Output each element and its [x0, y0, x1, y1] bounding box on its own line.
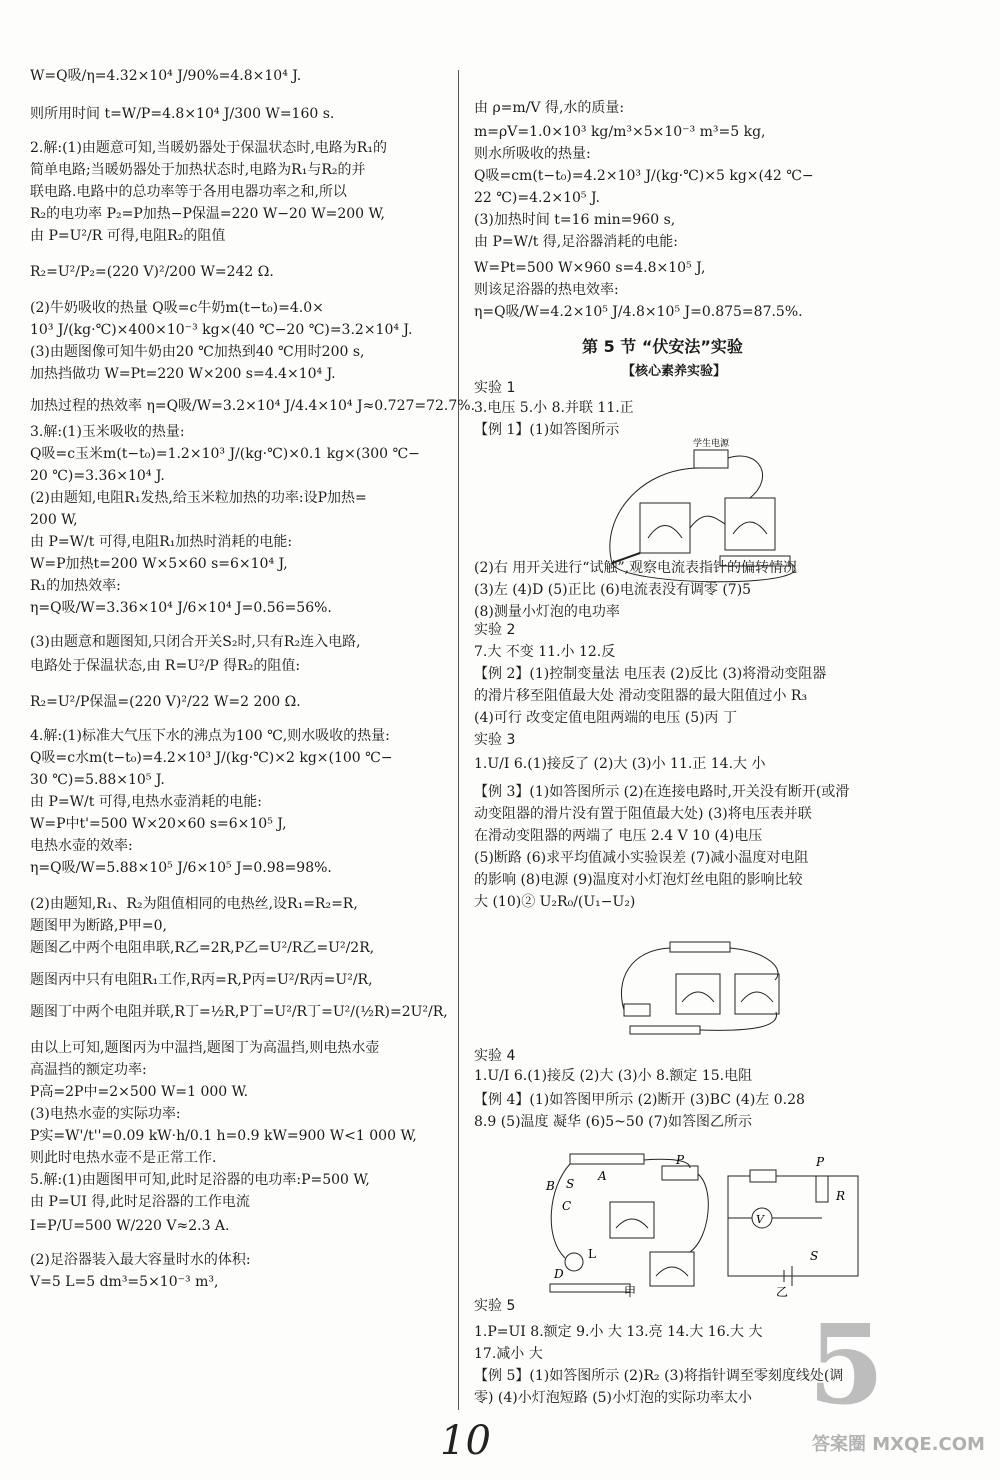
answer-line: 的影响 (8)电源 (9)温度对小灯泡灯丝电阻的影响比较 [474, 872, 803, 888]
label-r: R [836, 1189, 846, 1203]
right-line: 由 ρ=m/V 得,水的质量: [474, 100, 625, 116]
answer-line: (2)右 用开关进行“试触”,观察电流表指针的偏转情况 [474, 560, 798, 576]
right-line: 则水所吸收的热量: [474, 146, 591, 162]
label-l: L [588, 1247, 596, 1261]
caption-yi: 乙 [776, 1285, 789, 1298]
left-line: 联电路.电路中的总功率等于各用电器功率之和,所以 [30, 184, 347, 200]
answer-line: 动变阻器的滑片没有置于阻值最大处) (3)将电压表并联 [474, 806, 812, 822]
answer-line: 【例 2】(1)控制变量法 电压表 (2)反比 (3)将滑动变阻器 [474, 666, 827, 682]
answer-line: 1.U/I 6.(1)接反了 (2)大 (3)小 11.正 14.大 小 [474, 756, 766, 772]
right-line: 由 P=W/t 得,足浴器消耗的电能: [474, 234, 678, 250]
left-line: I=P/U=500 W/220 V≈2.3 A. [30, 1218, 230, 1234]
answer-line: (8)测量小灯泡的电功率 [474, 604, 620, 620]
experiment-heading: 实验 1 [474, 380, 516, 396]
left-line: V=5 L=5 dm³=5×10⁻³ m³, [30, 1274, 219, 1290]
right-line: 22 ℃)=4.2×10⁵ J. [474, 190, 600, 206]
left-line: 30 ℃)=5.88×10⁵ J. [30, 772, 165, 788]
label-a: A [598, 1169, 607, 1183]
left-line: (3)由题图像可知牛奶由20 ℃加热到40 ℃用时200 s, [30, 344, 365, 360]
experiment-heading: 实验 3 [474, 732, 516, 748]
answer-line: (3)左 (4)D (5)正比 (6)电流表没有调零 (7)5 [474, 582, 752, 598]
left-line: 4.解:(1)标准大气压下水的沸点为100 ℃,则水吸收的热量: [30, 728, 390, 744]
label-s2: S [810, 1249, 819, 1263]
label-p: P [676, 1153, 685, 1167]
left-line: 则此时电热水壶不是正常工作. [30, 1150, 217, 1166]
left-line: 电路处于保温状态,由 R=U²/P 得R₂的阻值: [30, 658, 301, 674]
answer-line: 17.减小 大 [474, 1346, 543, 1362]
left-line: P实=W'/t''=0.09 kW·h/0.1 h=0.9 kW=900 W<1 000 W, [30, 1128, 417, 1144]
left-line: R₁的加热效率: [30, 578, 121, 594]
left-line: 3.解:(1)玉米吸收的热量: [30, 424, 185, 440]
left-line: 加热挡做功 W=Pt=220 W×200 s=4.4×10⁴ J. [30, 366, 336, 382]
left-line: 高温挡的额定功率: [30, 1062, 147, 1078]
label-p2: P [816, 1155, 825, 1169]
left-line: (2)足浴器装入最大容量时水的体积: [30, 1252, 251, 1268]
experiment-heading: 实验 2 [474, 622, 516, 638]
answer-line: 7.大 不变 11.小 12.反 [474, 644, 616, 660]
corner-digit: 5 [808, 1300, 885, 1429]
experiment-heading: 实验 5 [474, 1298, 516, 1314]
left-line: 2.解:(1)由题意可知,当暖奶器处于保温状态时,电路为R₁的 [30, 140, 387, 156]
label-d: D [554, 1267, 564, 1281]
answer-line: 在滑动变阻器的两端了 电压 2.4 V 10 (4)电压 [474, 828, 763, 844]
left-line: 20 ℃)=3.36×10⁴ J. [30, 468, 165, 484]
answer-line: 【例 3】(1)如答图所示 (2)在连接电路时,开关没有断开(或滑 [474, 784, 850, 800]
left-line: 由 P=UI 得,此时足浴器的工作电流 [30, 1194, 250, 1210]
left-line: R₂=U²/P保温=(220 V)²/22 W=2 200 Ω. [30, 694, 301, 710]
answer-line: 零) (4)小灯泡短路 (5)小灯泡的实际功率太小 [474, 1390, 753, 1406]
circuit-figure-example-4 [540, 1148, 870, 1298]
left-line: 题图甲为断路,P甲=0, [30, 918, 167, 934]
left-line: 电热水壶的效率: [30, 838, 133, 854]
circuit-figure-example-3 [610, 940, 790, 1040]
section-subtitle: 【核心素养实验】 [622, 364, 727, 379]
experiment-heading: 实验 4 [474, 1048, 516, 1064]
answer-line: 3.电压 5.小 8.并联 11.正 [474, 400, 634, 416]
right-line: W=Pt=500 W×960 s=4.8×10⁵ J, [474, 260, 706, 276]
label-c: C [562, 1199, 572, 1213]
answer-line: 1.P=UI 8.额定 9.小 大 13.亮 14.大 16.大 大 [474, 1324, 763, 1340]
left-line: P高=2P中=2×500 W=1 000 W. [30, 1084, 249, 1100]
label-s: S [566, 1177, 575, 1191]
left-line: η=Q吸/W=3.36×10⁴ J/6×10⁴ J=0.56=56%. [30, 600, 332, 616]
left-line: W=Q吸/η=4.32×10⁴ J/90%=4.8×10⁴ J. [30, 68, 302, 84]
left-line: 则所用时间 t=W/P=4.8×10⁴ J/300 W=160 s. [30, 106, 335, 122]
left-line: 200 W, [30, 512, 78, 528]
page-number: 10 [440, 1418, 491, 1464]
answer-line: 1.U/I 6.(1)接反 (2)大 (3)小 8.额定 15.电阻 [474, 1068, 753, 1084]
left-line: 加热过程的热效率 η=Q吸/W=3.2×10⁴ J/4.4×10⁴ J≈0.727=72.7%. [30, 398, 476, 414]
label-v: V [756, 1213, 764, 1226]
left-line: 由 P=U²/R 可得,电阻R₂的阻值 [30, 228, 226, 244]
circuit-figure-example-1 [600, 438, 890, 598]
left-line: R₂=U²/P₂=(220 V)²/200 W=242 Ω. [30, 264, 274, 280]
left-line: 简单电路;当暖奶器处于加热状态时,电路为R₁与R₂的并 [30, 162, 366, 178]
answer-line: 【例 5】(1)如答图所示 (2)R₂ (3)将指针调至零刻度线处(调 [474, 1368, 844, 1384]
left-line: 由 P=W/t 可得,电阻R₁加热时消耗的电能: [30, 534, 293, 550]
power-supply-label: 学生电源 [693, 439, 730, 449]
section-title: 第 5 节 “伏安法”实验 [582, 337, 743, 356]
answer-line: 8.9 (5)温度 凝华 (6)5~50 (7)如答图乙所示 [474, 1114, 753, 1130]
answer-line: (5)断路 (6)求平均值减小实验误差 (7)减小温度对电阻 [474, 850, 809, 866]
answer-line: 的滑片移至阻值最大处 滑动变阻器的最大阻值过小 R₃ [474, 688, 808, 704]
left-line: Q吸=c水m(t−t₀)=4.2×10³ J/(kg·℃)×2 kg×(100 ℃− [30, 750, 393, 766]
left-line: η=Q吸/W=5.88×10⁵ J/6×10⁵ J=0.98=98%. [30, 860, 332, 876]
left-line: 题图丙中只有电阻R₁工作,R丙=R,P丙=U²/R丙=U²/R, [30, 972, 373, 988]
left-line: (3)电热水壶的实际功率: [30, 1106, 181, 1122]
left-line: 题图乙中两个电阻串联,R乙=2R,P乙=U²/R乙=U²/2R, [30, 940, 375, 956]
column-divider [458, 70, 459, 1410]
left-line: W=P中t'=500 W×20×60 s=6×10⁵ J, [30, 816, 287, 832]
left-line: W=P加热t=200 W×5×60 s=6×10⁴ J, [30, 556, 288, 572]
left-line: 5.解:(1)由题图甲可知,此时足浴器的电功率:P=500 W, [30, 1172, 370, 1188]
answer-line: 【例 1】(1)如答图所示 [474, 422, 620, 438]
left-line: R₂的电功率 P₂=P加热−P保温=220 W−20 W=200 W, [30, 206, 385, 222]
right-line: Q吸=cm(t−t₀)=4.2×10³ J/(kg·℃)×5 kg×(42 ℃− [474, 168, 814, 184]
left-line: 10³ J/(kg·℃)×400×10⁻³ kg×(40 ℃−20 ℃)=3.2×10⁴ J. [30, 322, 413, 338]
right-line: (3)加热时间 t=16 min=960 s, [474, 212, 676, 228]
answer-line: (4)可行 改变定值电阻两端的电压 (5)丙 丁 [474, 710, 738, 726]
left-line: 由 P=W/t 可得,电热水壶消耗的电能: [30, 794, 262, 810]
right-line: 则该足浴器的热电效率: [474, 282, 619, 298]
caption-jia: 甲 [624, 1285, 637, 1298]
left-line: (3)由题意和题图知,只闭合开关S₂时,只有R₂连入电路, [30, 634, 361, 650]
label-b: B [546, 1179, 555, 1193]
left-line: (2)由题知,R₁、R₂为阻值相同的电热丝,设R₁=R₂=R, [30, 896, 358, 912]
left-line: 题图丁中两个电阻并联,R丁=½R,P丁=U²/R丁=U²/(½R)=2U²/R, [30, 1004, 448, 1020]
left-line: 由以上可知,题图丙为中温挡,题图丁为高温挡,则电热水壶 [30, 1040, 380, 1056]
answer-line: 【例 4】(1)如答图甲所示 (2)断开 (3)BC (4)左 0.28 [474, 1092, 805, 1108]
right-line: m=ρV=1.0×10³ kg/m³×5×10⁻³ m³=5 kg, [474, 124, 766, 140]
answer-line: 大 (10)② U₂R₀/(U₁−U₂) [474, 894, 636, 910]
watermark: 答案圈 MXQE.COM [812, 1434, 985, 1455]
left-line: Q吸=c玉米m(t−t₀)=1.2×10³ J/(kg·℃)×0.1 kg×(300 ℃− [30, 446, 420, 462]
left-line: (2)由题知,电阻R₁发热,给玉米粒加热的功率:设P加热= [30, 490, 367, 506]
left-line: (2)牛奶吸收的热量 Q吸=c牛奶m(t−t₀)=4.0× [30, 300, 324, 316]
right-line: η=Q吸/W=4.2×10⁵ J/4.8×10⁵ J=0.875=87.5%. [474, 304, 803, 320]
